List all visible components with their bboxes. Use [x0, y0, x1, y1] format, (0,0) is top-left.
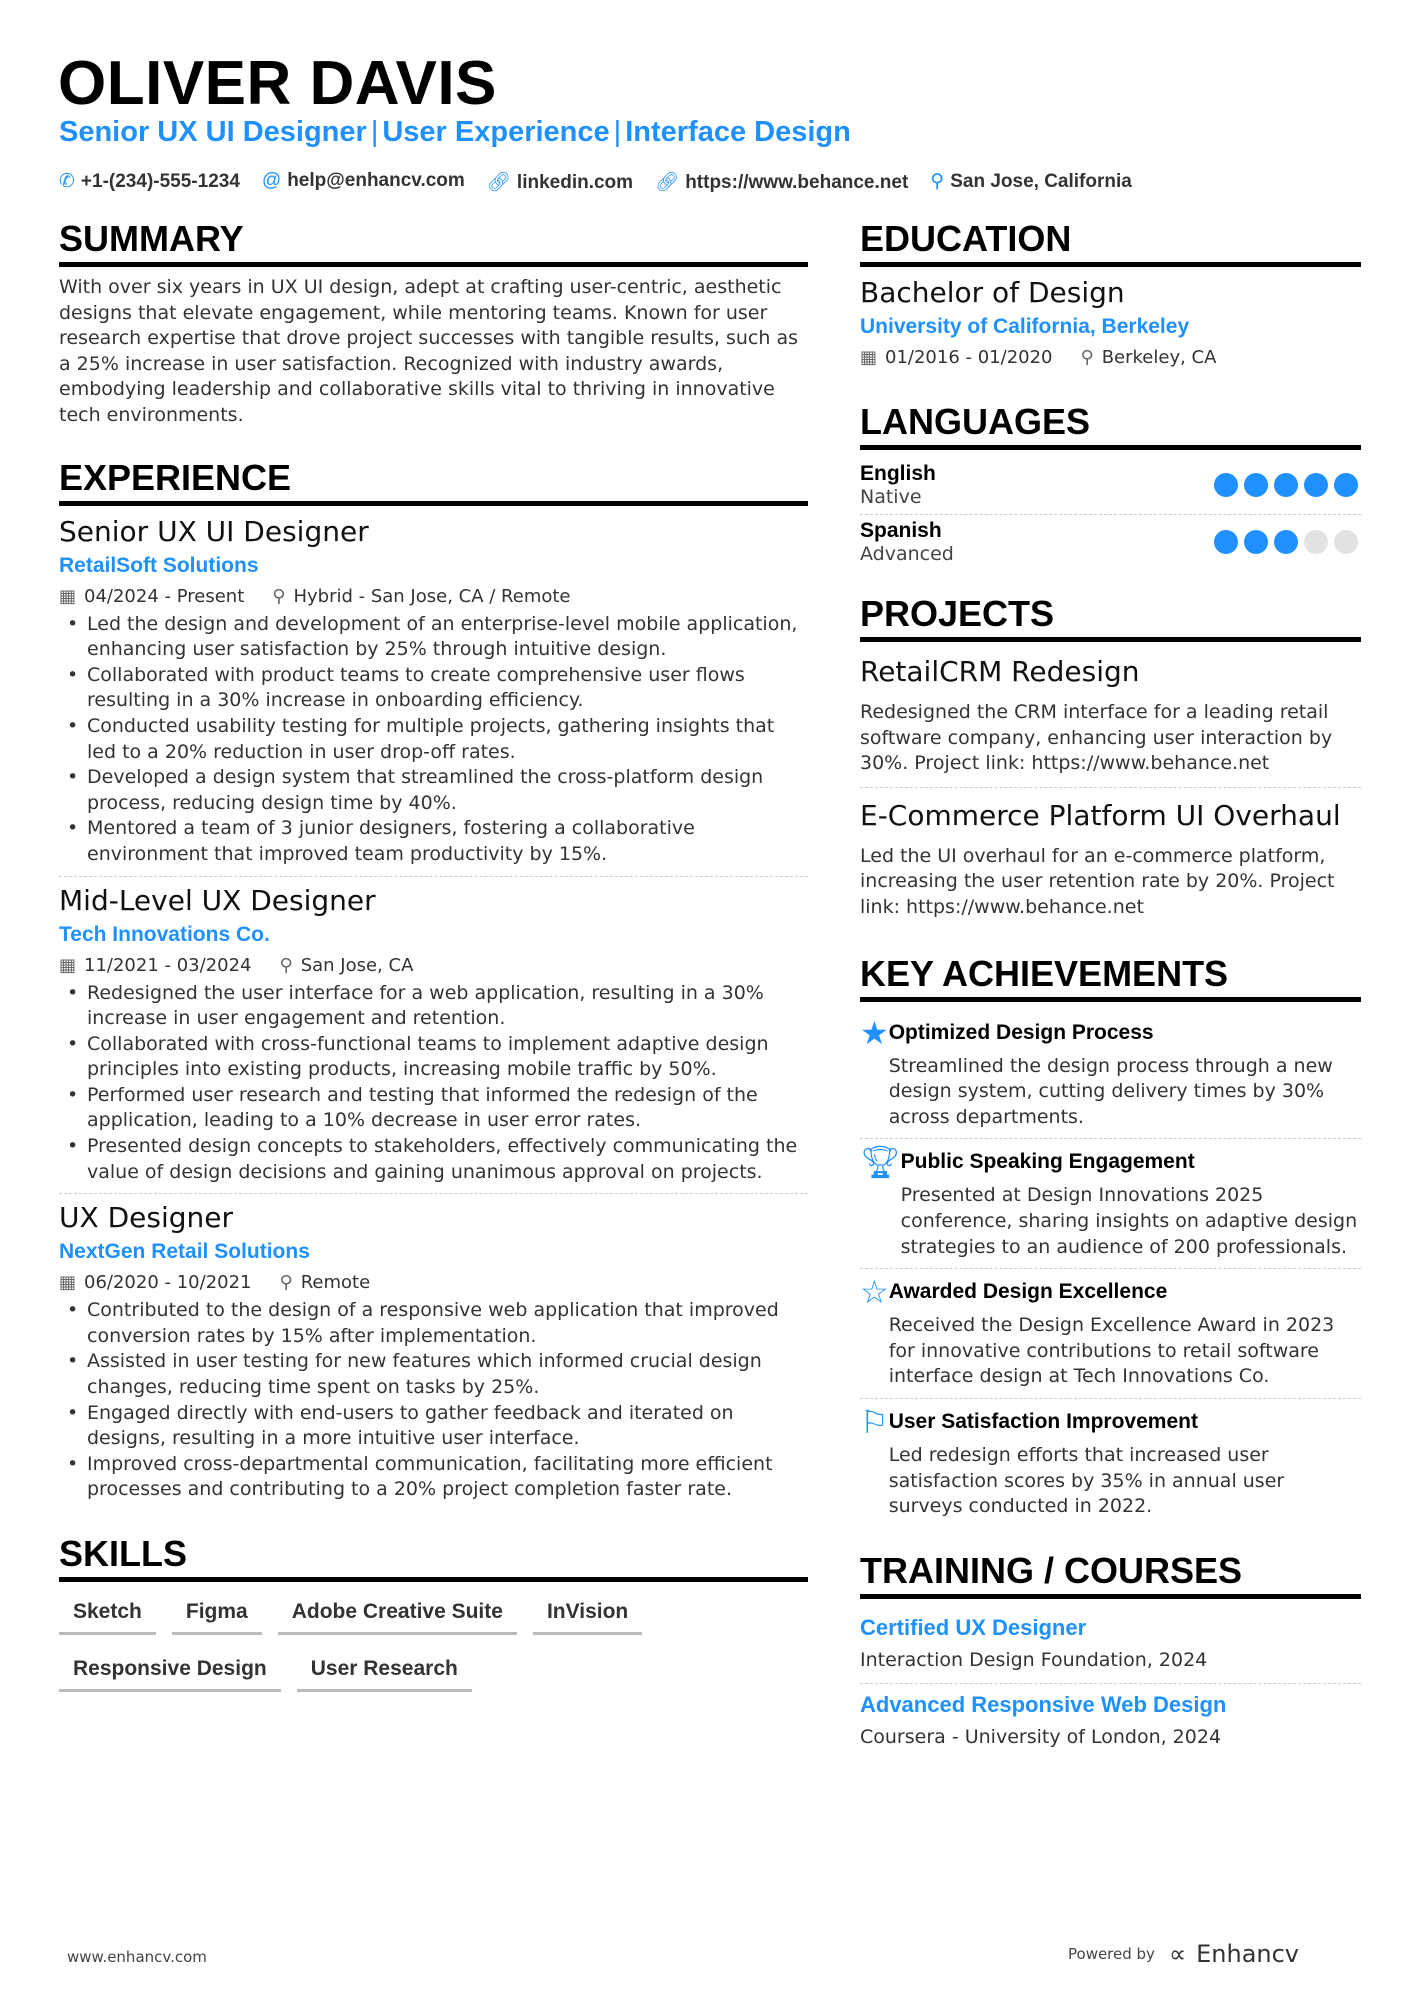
headline-title: Senior UX UI Designer [59, 116, 367, 148]
skill-tag: Figma [172, 1596, 262, 1635]
skills-section [59, 1533, 808, 1692]
project-desc: Led the UI overhaul for an e-commerce platform, increasing the user retention rate by 20%. Project link: https://www.behance.net [860, 844, 1335, 918]
candidate-name: OLIVER DAVIS [58, 49, 497, 118]
language-level: Advanced [860, 543, 954, 565]
location-icon: ⚲ [279, 1272, 293, 1294]
achievement-desc: Streamlined the design process through a new design system, cutting delivery times by 30% across departments. [888, 1054, 1333, 1128]
course-item [860, 1607, 1361, 1684]
bullet-item: • Presented design concepts to stakeholders, effectively communicating the value of design decisions and gaining unanimous approval on projects. [59, 1134, 808, 1185]
section-heading: PROJECTS [860, 593, 1361, 642]
behance-text: https://www.behance.net [685, 172, 909, 193]
brand-name: Enhancv [1196, 1940, 1300, 1968]
job-role: UX Designer [59, 1201, 233, 1235]
bullet-item: • Contributed to the design of a responsive web application that improved conversion rates by 15% after implementation. [59, 1298, 808, 1349]
contact-bar [59, 170, 1132, 194]
star-icon: ★ [860, 1013, 889, 1052]
job-entry [59, 514, 808, 877]
separator: | [613, 116, 622, 148]
achievement-title: Awarded Design Excellence [888, 1280, 1168, 1304]
location-icon: ⚲ [930, 171, 945, 192]
project-title: E-Commerce Platform UI Overhaul [860, 798, 1341, 832]
bullet-item: • Conducted usability testing for multiple projects, gathering insights that led to a 20% reduction in user drop-off rates. [59, 714, 808, 765]
job-meta [59, 1268, 808, 1298]
skill-tag: Sketch [59, 1596, 156, 1635]
calendar-icon: ▦ [59, 585, 77, 607]
school: University of California, Berkeley [860, 315, 1190, 338]
job-dates: 06/2020 - 10/2021 [84, 1272, 252, 1294]
right-column [860, 218, 1361, 1788]
project-item [860, 650, 1361, 788]
achievement-desc: Received the Design Excellence Award in 2023 for innovative contributions to retail software interface design at Tech Innovations Co. [888, 1314, 1335, 1388]
bullet-item: • Mentored a team of 3 junior designers, fostering a collaborative environment that improved team productivity by 15%. [59, 816, 808, 867]
calendar-icon: ▦ [860, 347, 878, 368]
location-icon: ⚲ [272, 585, 286, 607]
job-location: Remote [300, 1272, 371, 1294]
job-company: RetailSoft Solutions [59, 553, 259, 577]
job-meta [59, 582, 808, 612]
contact-linkedin[interactable] [487, 170, 633, 194]
job-dates-wrap [59, 582, 244, 612]
job-entry [59, 1200, 808, 1511]
powered-by-text: Powered by [1068, 1945, 1155, 1963]
rating-dot [1274, 473, 1298, 497]
achievement-desc: Presented at Design Innovations 2025 conference, sharing insights on adaptive design strategies to an audience of 200 professionals. [900, 1184, 1358, 1258]
language-text [860, 462, 936, 508]
achievement-title: User Satisfaction Improvement [888, 1409, 1198, 1433]
at-icon: @ [261, 170, 282, 191]
bullet-item: • Assisted in user testing for new features which informed crucial design changes, reducing time spent on tasks by 25%. [59, 1349, 808, 1400]
language-item [860, 458, 1361, 515]
bullet-item: • Improved cross-departmental communication, facilitating more efficient processes and contributing to a 20% project completion faster rate. [59, 1452, 808, 1503]
job-bullets [59, 981, 808, 1186]
location-text: San Jose, California [950, 171, 1132, 192]
section-heading: SKILLS [59, 1533, 808, 1582]
star-outline-icon: ☆ [860, 1273, 889, 1312]
section-heading: SUMMARY [59, 218, 808, 267]
phone-text: +1-(234)-555-1234 [80, 171, 240, 192]
bullet-item: • Redesigned the user interface for a web application, resulting in a 30% increase in user engagement and retention. [59, 981, 808, 1032]
language-name: Spanish [860, 519, 942, 542]
section-heading: KEY ACHIEVEMENTS [860, 953, 1361, 1002]
summary-text: With over six years in UX UI design, adept at crafting user-centric, aesthetic designs that elevate engagement, while mentoring teams. Known for user research expertise that drove project successes with tangible results, such as a 25% increase in user satisfaction. Recognized with industry awards, embodying leadership and collaborative skills vital to thriving in innovative tech environments. [59, 276, 798, 426]
course-item [860, 1684, 1361, 1760]
location-icon: ⚲ [1080, 347, 1094, 368]
job-location-wrap [280, 1268, 371, 1298]
language-rating [1214, 530, 1358, 554]
training-section [860, 1550, 1361, 1760]
enhancv-logo-icon: ∝ [1168, 1940, 1187, 1968]
achievement-body [889, 1277, 1361, 1390]
contact-phone[interactable] [59, 170, 240, 194]
skill-tag: Responsive Design [59, 1653, 281, 1692]
calendar-icon: ▦ [59, 1272, 77, 1294]
experience-section [59, 457, 808, 1511]
achievement-title: Optimized Design Process [888, 1020, 1154, 1044]
footer-branding[interactable] [1068, 1940, 1299, 1968]
skill-tag: Adobe Creative Suite [278, 1596, 517, 1635]
bullet-item: • Collaborated with cross-functional teams to implement adaptive design principles into existing products, increasing mobile traffic by 50%. [59, 1032, 808, 1083]
job-location-wrap [272, 582, 570, 612]
contact-behance[interactable] [655, 170, 908, 194]
skill-tag: InVision [533, 1596, 642, 1635]
contact-location [930, 170, 1132, 194]
rating-dot [1244, 473, 1268, 497]
bullet-item: • Collaborated with product teams to create comprehensive user flows resulting in a 30% increase in onboarding efficiency. [59, 663, 808, 714]
rating-dot [1214, 530, 1238, 554]
rating-dot [1244, 530, 1268, 554]
achievement-body [901, 1147, 1361, 1260]
project-desc: Redesigned the CRM interface for a leading retail software company, enhancing user interaction by 30%. Project link: https://www.behance.net [860, 701, 1333, 775]
section-heading: LANGUAGES [860, 401, 1361, 450]
headline-title: User Experience [382, 116, 610, 148]
linkedin-text: linkedin.com [516, 172, 634, 193]
footer-url[interactable]: www.enhancv.com [67, 1948, 207, 1966]
job-role: Mid-Level UX Designer [59, 883, 376, 917]
bullet-item: • Led the design and development of an enterprise-level mobile application, enhancing user satisfaction by 25% through intuitive design. [59, 612, 808, 663]
job-location: Hybrid - San Jose, CA / Remote [293, 585, 571, 607]
bullet-item: • Performed user research and testing that informed the redesign of the application, leading to a 10% decrease in user error rates. [59, 1083, 808, 1134]
rating-dot [1274, 530, 1298, 554]
achievement-title: Public Speaking Engagement [900, 1150, 1195, 1174]
project-title: RetailCRM Redesign [860, 655, 1140, 688]
language-item [860, 515, 1361, 571]
job-dates: 11/2021 - 03/2024 [84, 954, 252, 976]
job-location-wrap [280, 951, 414, 981]
course-title: Certified UX Designer [860, 1614, 1087, 1640]
job-entry [59, 883, 808, 1195]
job-dates-wrap [59, 951, 252, 981]
rating-dot [1214, 473, 1238, 497]
achievement-item [860, 1399, 1361, 1528]
achievement-item [860, 1010, 1361, 1140]
achievement-item [860, 1269, 1361, 1399]
bullet-item: • Engaged directly with end-users to gather feedback and iterated on designs, resulting in a more intuitive user interface. [59, 1401, 808, 1452]
location-icon: ⚲ [279, 954, 293, 976]
education-section [860, 218, 1361, 373]
job-dates: 04/2024 - Present [84, 585, 245, 607]
achievement-desc: Led redesign efforts that increased user satisfaction scores by 35% in annual user surveys conducted in 2022. [888, 1443, 1285, 1518]
phone-icon: ✆ [59, 171, 75, 192]
rating-dot [1304, 530, 1328, 554]
achievement-item [860, 1139, 1361, 1269]
section-heading: TRAINING / COURSES [860, 1550, 1361, 1599]
section-heading: EXPERIENCE [59, 457, 808, 506]
languages-section [860, 401, 1361, 571]
achievements-section [860, 953, 1361, 1528]
link-icon: 🔗︎ [655, 172, 680, 193]
rating-dot [1304, 473, 1328, 497]
headline [59, 116, 851, 149]
link-icon: 🔗︎ [486, 172, 511, 193]
rating-dot [1334, 473, 1358, 497]
language-rating [1214, 473, 1358, 497]
job-bullets [59, 612, 808, 868]
education-meta [860, 343, 1361, 373]
separator: | [370, 116, 379, 148]
achievement-body [889, 1018, 1361, 1131]
education-dates: 01/2016 - 01/2020 [885, 347, 1053, 368]
headline-title: Interface Design [625, 116, 851, 148]
course-provider: Interaction Design Foundation, 2024 [860, 1648, 1208, 1671]
flag-icon: ⚐ [860, 1402, 889, 1441]
education-location: Berkeley, CA [1101, 347, 1217, 368]
project-item [860, 794, 1361, 931]
left-column [59, 218, 808, 1720]
rating-dot [1334, 530, 1358, 554]
email-text: help@enhancv.com [287, 170, 465, 191]
course-provider: Coursera - University of London, 2024 [860, 1725, 1222, 1748]
job-meta [59, 951, 808, 981]
language-text [860, 519, 954, 565]
skill-tag: User Research [297, 1653, 472, 1692]
bullet-item: • Developed a design system that streamlined the cross-platform design process, reducing design time by 40%. [59, 765, 808, 816]
achievement-body [889, 1407, 1361, 1520]
job-dates-wrap [59, 1268, 252, 1298]
trophy-icon: 🏆︎ [860, 1143, 901, 1182]
job-company: Tech Innovations Co. [59, 922, 270, 946]
job-bullets [59, 1298, 808, 1503]
job-location: San Jose, CA [300, 954, 414, 976]
job-role: Senior UX UI Designer [59, 514, 369, 548]
language-level: Native [860, 486, 922, 508]
language-name: English [860, 462, 936, 485]
contact-email[interactable] [262, 170, 465, 194]
summary-section [59, 218, 808, 429]
course-title: Advanced Responsive Web Design [860, 1691, 1227, 1717]
degree: Bachelor of Design [860, 276, 1125, 309]
section-heading: EDUCATION [860, 218, 1361, 267]
calendar-icon: ▦ [59, 954, 77, 976]
projects-section [860, 593, 1361, 931]
job-company: NextGen Retail Solutions [59, 1240, 310, 1264]
